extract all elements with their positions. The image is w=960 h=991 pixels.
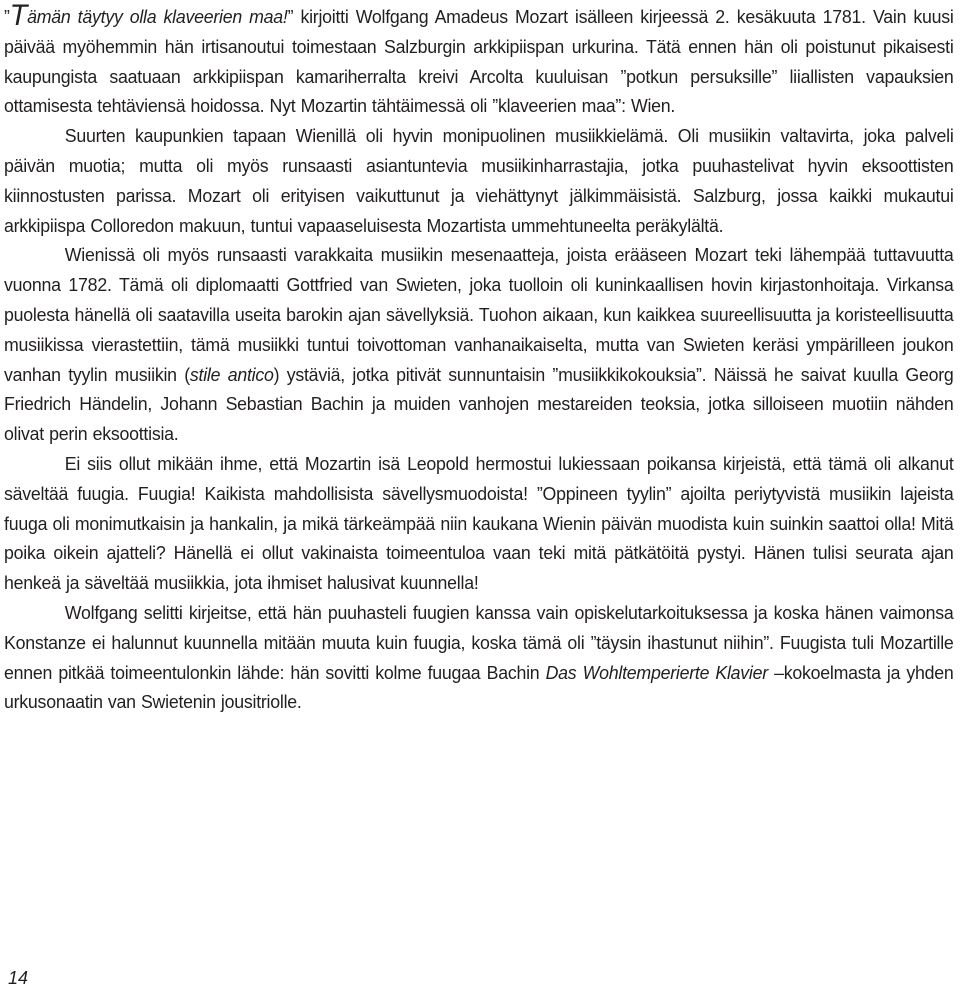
document-page bbox=[4, 2, 954, 717]
p1-quote-italic: ämän täytyy olla klaveerien maa! bbox=[27, 6, 288, 27]
paragraph-5 bbox=[4, 598, 954, 717]
p1-body-text: ” kirjoitti Wolfgang Amadeus Mozart isälleen kirjeessä 2. kesäkuuta 1781. Vain kuusi päivää myöhemmin hän irtisanoutui toimestaan Salzburgin arkkipiispan urkurina. Tätä ennen hän oli poistunut pikaisesti kaupungista saatuaan arkkipiispan kamariherralta kreivi Arcolta kuuluisan ”potkun persuksille” liiallisten vapauksien ottamisesta tehtäviensä hoidossa. Nyt Mozartin tähtäimessä oli ”klaveerien maa”: Wien. bbox=[4, 6, 954, 117]
p5-work-title-italic: Das Wohltemperierte Klavier bbox=[545, 661, 768, 683]
p3-stile-antico-italic: stile antico bbox=[189, 363, 274, 385]
paragraph-1 bbox=[4, 2, 954, 121]
paragraph-3 bbox=[4, 240, 954, 449]
p5-body-text-end: –kokoelmasta ja yhden urkusonaatin van Swietenin jousitriolle. bbox=[4, 661, 954, 713]
paragraph-2 bbox=[4, 121, 954, 240]
p5-body-text-start: Wolfgang selitti kirjeitse, että hän puuhasteli fuugien kanssa vain opiskelutarkoituksessa ja koska hänen vaimonsa Konstanze ei halunnut kuunnella mitään muuta kuin fuugia, koska tämä oli ”täysin ihastunut niihin”. Fuugista tuli Mozartille ennen pitkää toimeentulonkin lähde: hän sovitti kolme fuugaa Bachin bbox=[4, 601, 954, 683]
paragraph-4 bbox=[4, 449, 954, 598]
p4-body-text: Ei siis ollut mikään ihme, että Mozartin isä Leopold hermostui lukiessaan poikansa kirjeistä, että tämä oli alkanut säveltää fuugia. Fuugia! Kaikista mahdollisista sävellysmuodoista! ”Oppineen tyylin” ajoilta periytyvistä musiikin lajeista fuuga oli monimutkaisin ja hankalin, ja mikä tärkeämpää niin kaukana Wienin päivän muodista kuin suinkin saattoi olla! Mitä poika oikein ajatteli? Hänellä ei ollut vakinaista toimeentuloa vaan teki mitä pätkätöitä pystyi. Hänen tulisi seurata ajan henkeä ja säveltää musiikkia, jota ihmiset halusivat kuunnella! bbox=[4, 452, 954, 594]
p3-body-text-end: ) ystäviä, jotka pitivät sunnuntaisin ”musiikkikokouksia”. Näissä he saivat kuulla Georg Friedrich Händelin, Johann Sebastian Bachin ja muiden vanhojen mestareiden teoksia, jotka silloiseen muotiin nähden olivat perin eksoottisia. bbox=[4, 363, 954, 445]
p1-drop-cap-letter: T bbox=[9, 0, 28, 32]
p3-body-text-start: Wienissä oli myös runsaasti varakkaita musiikin mesenaatteja, joista erääseen Mozart teki lähempää tuttavuutta vuonna 1782. Tämä oli diplomaatti Gottfried van Swieten, joka tuolloin oli kuninkaallisen hovin kirjastonhoitaja. Virkansa puolesta hänellä oli saatavilla useita barokin ajan sävellyksiä. Tuohon aikaan, kun kaikkea suureellisuutta ja koristeellisuutta musiikissa vierastettiin, tämä musiikki tuntui toivottoman vanhanaikaiselta, mutta van Swieten keräsi ympärilleen joukon vanhan tyylin musiikin ( bbox=[4, 244, 954, 385]
p2-body-text: Suurten kaupunkien tapaan Wienillä oli hyvin monipuolinen musiikkielämä. Oli musiikin valtavirta, joka palveli päivän muotia; mutta oli myös runsaasti asiantuntevia musiikinharrastajia, jotka puuhastelivat hyvin eksoottisten kiinnostusten parissa. Mozart oli erityisen vaikuttunut ja viehättynyt jälkimmäisistä. Salzburg, jossa kaikki mukautui arkkipiispa Colloredon makuun, tuntui vapaaseluisesta Mozartista ummehtuneelta peräkylältä. bbox=[4, 125, 954, 236]
p1-open-quote: ” bbox=[4, 6, 10, 27]
page-number: 14 bbox=[8, 968, 29, 988]
